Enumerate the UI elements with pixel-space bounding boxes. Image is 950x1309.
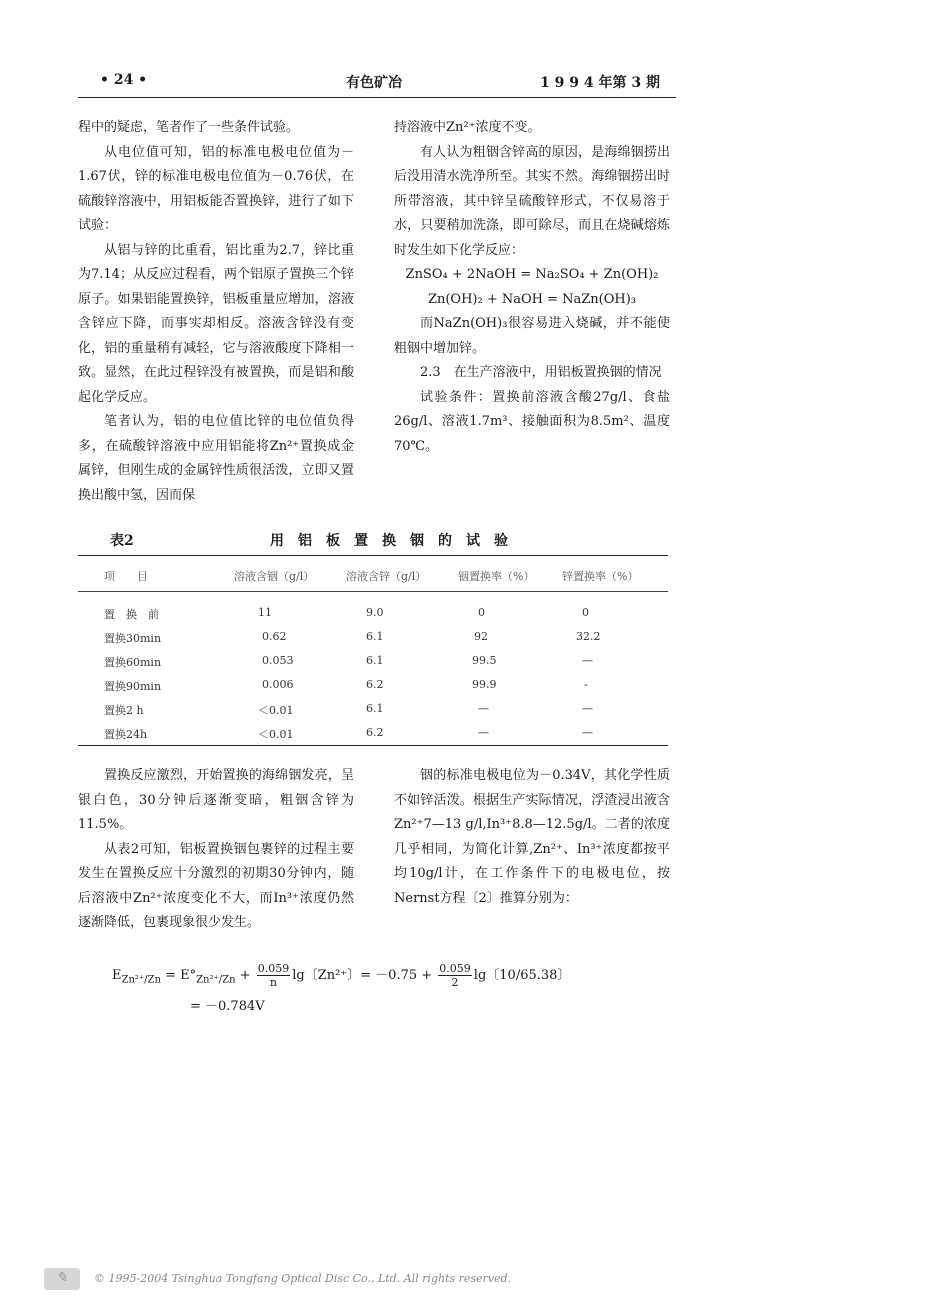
formula-result: = －0.784V: [190, 999, 265, 1014]
paragraph: 铟的标准电极电位为－0.34V，其化学性质不如锌活泼。根据生产实际情况，浮渣浸出液含Zn²⁺7—13 g/l,In³⁺8.8—12.5g/l。二者的浓度几乎相同，为简化计算,Zn²⁺、In³⁺浓度都按平均10g/l计，在工作条件下的电极电位，按Nernst方程〔2〕推算分别为：: [394, 768, 670, 906]
table-header-cell: 溶液含铟（g/l）: [234, 570, 315, 583]
table-cell: —: [478, 702, 489, 715]
table-cell: 0.62: [262, 630, 287, 643]
left-column-top: [78, 116, 354, 508]
formula-lg: lg〔Zn²⁺〕= －0.75 +: [292, 968, 437, 983]
table-cell: 9.0: [366, 606, 384, 619]
paragraph: 笔者认为，铝的电位值比锌的电位值负得多，在硫酸锌溶液中应用铝能将Zn²⁺置换成金属锌，但刚生成的金属锌性质很活泼，立即又置换出酸中氢，因而保: [78, 414, 354, 503]
table-header-rule: [78, 591, 668, 592]
fraction-numerator: 0.059: [257, 962, 290, 975]
table-label: 表2: [110, 533, 134, 549]
formula-lhs: E: [112, 968, 122, 983]
table-cell: —: [582, 726, 593, 739]
issue-info: 1 9 9 4 年第 3 期: [540, 75, 660, 91]
header-rule: [78, 97, 676, 98]
table-cell: ＜0.01: [258, 728, 294, 741]
table-cell: -: [584, 678, 588, 691]
table-cell: 置换2 h: [104, 704, 144, 717]
fraction-denominator: 2: [451, 976, 459, 989]
paragraph: 而NaZn(OH)₃很容易进入烧碱，并不能使粗铟中增加锌。: [394, 316, 670, 356]
page-number: • 24 •: [100, 72, 148, 88]
paragraph: 从铝与锌的比重看，铝比重为2.7，锌比重为7.14；从反应过程看，两个铝原子置换三个锌原子。如果铝能置换锌，铝板重量应增加，溶液含锌应下降，而事实却相反。溶液含锌没有变化，铝的重量稍有减轻，它与溶液酸度下降相一致。显然，在此过程锌没有被置换，而是铝和酸起化学反应。: [78, 242, 354, 405]
table-cell: 置换60min: [104, 656, 162, 669]
paragraph: 有人认为粗铟含锌高的原因，是海绵铟捞出后没用清水洗净所至。其实不然。海绵铟捞出时所带溶液，其中锌呈硫酸锌形式，不仅易溶于水，只要稍加洗涤，即可除尽，而且在烧碱熔炼时发生如下化学反应：: [394, 144, 670, 258]
paragraph: 从表2可知，铝板置换铟包裹锌的过程主要发生在置换反应十分激烈的初期30分钟内，随后溶液中Zn²⁺浓度变化不大，而In³⁺浓度仍然逐渐降低，包裹现象很少发生。: [78, 841, 354, 930]
formula-e0-sub: Zn²⁺/Zn: [196, 974, 236, 986]
formula-fraction: [257, 962, 291, 989]
table-cell: 0: [478, 606, 485, 619]
paragraph: 试验条件：置换前溶液含酸27g/l、食盐26g/l、溶液1.7m³、接触面积为8.5m²、温度70℃。: [394, 389, 670, 454]
fraction-numerator: 0.059: [439, 962, 471, 975]
table-cell: 99.5: [472, 654, 497, 667]
table-cell: —: [582, 654, 593, 667]
section-heading: 2.3 在生产溶液中，用铝板置换铟的情况: [420, 365, 662, 380]
table-cell: —: [478, 726, 489, 739]
table-cell: 置换90min: [104, 680, 162, 693]
table-bottom-rule: [78, 745, 668, 746]
journal-name: 有色矿冶: [346, 75, 402, 91]
table-cell: 置换30min: [104, 632, 162, 645]
table-cell: ＜0.01: [258, 704, 294, 717]
table-top-rule: [78, 555, 668, 556]
copyright-footer: © 1995-2004 Tsinghua Tongfang Optical Disc Co., Ltd. All rights reserved.: [94, 1272, 512, 1285]
formula-lg: lg〔10/65.38〕: [473, 968, 571, 983]
table-title: 用 铝 板 置 换 铟 的 试 验: [270, 533, 508, 549]
paragraph: 从电位值可知，铝的标准电极电位值为－1.67伏，锌的标准电极电位值为－0.76伏，在硫酸锌溶液中，用铝板能否置换锌，进行了如下试验：: [78, 144, 354, 233]
table-cell: 92: [474, 630, 488, 643]
table-cell: —: [582, 702, 593, 715]
table-cell: 6.1: [366, 630, 384, 643]
right-column-bottom: [394, 764, 670, 911]
table-cell: 6.2: [366, 726, 384, 739]
equation: Zn(OH)₂ + NaOH = NaZn(OH)₃: [427, 291, 637, 307]
table-cell: 0.053: [262, 654, 294, 667]
table-header-cell: 溶液含锌（g/l）: [346, 570, 427, 583]
table-header-cell: 锌置换率（%）: [562, 570, 639, 583]
table-cell: 6.2: [366, 678, 384, 691]
table-header-cell: 项 目: [104, 570, 148, 583]
nernst-formula: [112, 962, 570, 989]
table-cell: 99.9: [472, 678, 497, 691]
formula-plus: +: [235, 968, 255, 983]
publisher-logo-icon: ✎: [44, 1268, 80, 1290]
table-cell: 0.006: [262, 678, 294, 691]
paragraph: 持溶液中Zn²⁺浓度不变。: [394, 120, 541, 135]
table-cell: 6.1: [366, 654, 384, 667]
right-column-top: [394, 116, 670, 459]
formula-fraction: [438, 962, 472, 989]
formula-e0: = E°: [160, 968, 197, 983]
table-header-cell: 铟置换率（%）: [458, 570, 535, 583]
paragraph: 置换反应激烈，开始置换的海绵铟发亮，呈银白色，30分钟后逐渐变暗，粗铟含锌为11.5%。: [78, 768, 354, 832]
table-cell: 置 换 前: [104, 608, 159, 621]
table-cell: 0: [582, 606, 589, 619]
table-cell: 置换24h: [104, 728, 148, 741]
table-cell: 6.1: [366, 702, 384, 715]
paragraph: 程中的疑虑，笔者作了一些条件试验。: [78, 120, 300, 135]
table-cell: 11: [258, 606, 272, 619]
equation: ZnSO₄ + 2NaOH = Na₂SO₄ + Zn(OH)₂: [405, 267, 659, 282]
left-column-bottom: [78, 764, 354, 936]
table-cell: 32.2: [576, 630, 601, 643]
formula-lhs-sub: Zn²⁺/Zn: [121, 974, 161, 986]
fraction-denominator: n: [269, 976, 277, 989]
